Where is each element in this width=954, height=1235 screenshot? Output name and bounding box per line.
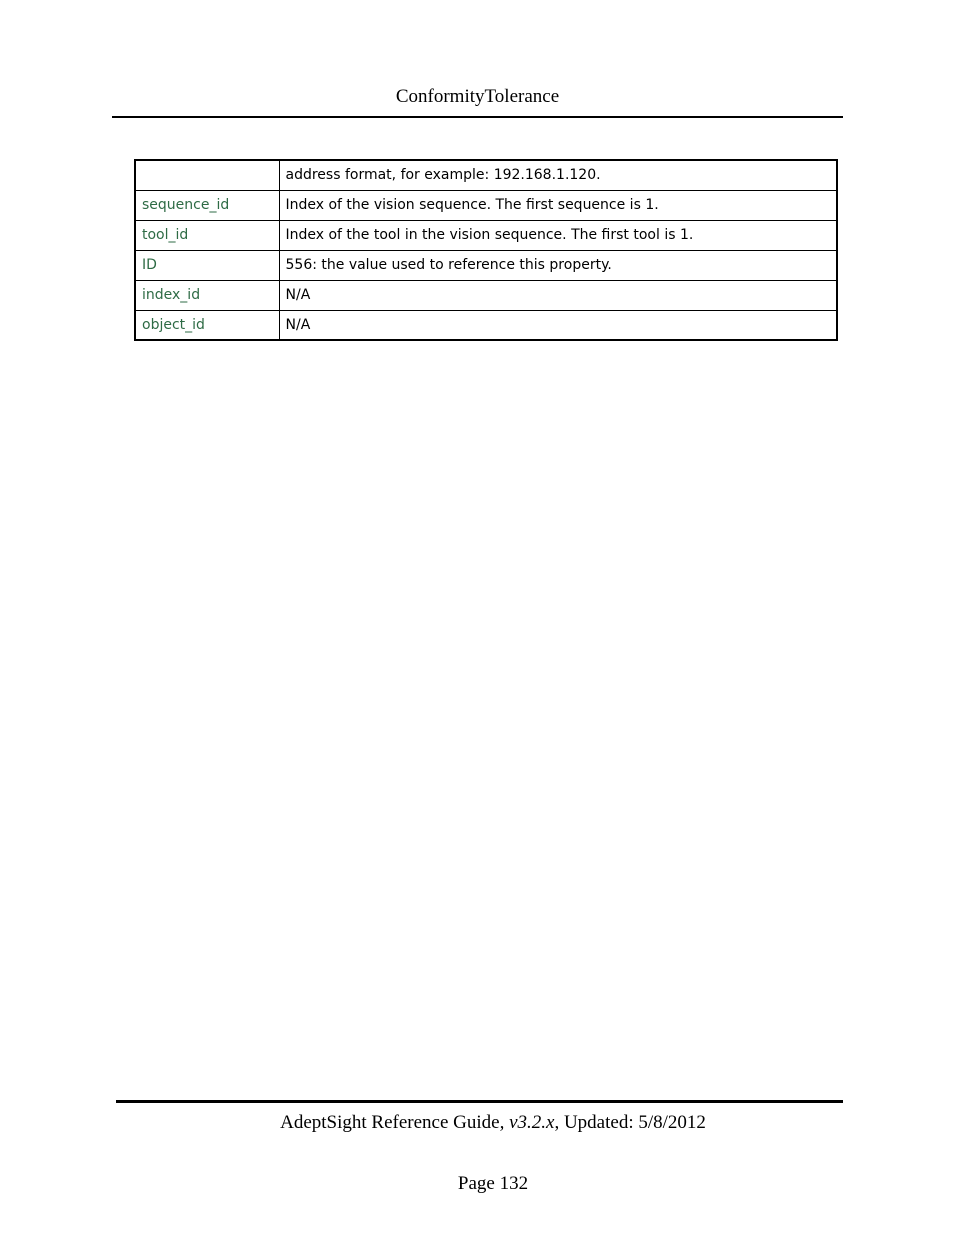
page-header-title: ConformityTolerance bbox=[395, 86, 560, 107]
parameter-name: index_id bbox=[135, 280, 279, 310]
parameter-name: tool_id bbox=[135, 220, 279, 250]
parameter-name: sequence_id bbox=[135, 190, 279, 220]
footer-guide-info bbox=[116, 1112, 870, 1134]
parameter-description: Index of the vision sequence. The first sequence is 1. bbox=[279, 190, 837, 220]
parameter-table bbox=[134, 159, 838, 341]
parameter-description: 556: the value used to reference this property. bbox=[279, 250, 837, 280]
table-row bbox=[135, 310, 837, 340]
footer-version: , v3.2.x bbox=[499, 1112, 555, 1133]
parameter-name: ID bbox=[135, 250, 279, 280]
parameter-description: N/A bbox=[279, 310, 837, 340]
parameter-description: Index of the tool in the vision sequence. The first tool is 1. bbox=[279, 220, 837, 250]
footer-guide-title: AdeptSight Reference Guide bbox=[280, 1112, 500, 1133]
parameter-description: N/A bbox=[279, 280, 837, 310]
parameter-name: object_id bbox=[135, 310, 279, 340]
footer-divider bbox=[116, 1100, 843, 1103]
table-row bbox=[135, 280, 837, 310]
table-row bbox=[135, 160, 837, 190]
table-row bbox=[135, 220, 837, 250]
footer-updated: , Updated: 5/8/2012 bbox=[554, 1112, 706, 1133]
table-row bbox=[135, 190, 837, 220]
parameter-description: address format, for example: 192.168.1.120. bbox=[279, 160, 837, 190]
table-row bbox=[135, 250, 837, 280]
parameter-name bbox=[135, 160, 279, 190]
header-divider bbox=[112, 116, 843, 118]
page-number: Page 132 bbox=[457, 1173, 529, 1194]
